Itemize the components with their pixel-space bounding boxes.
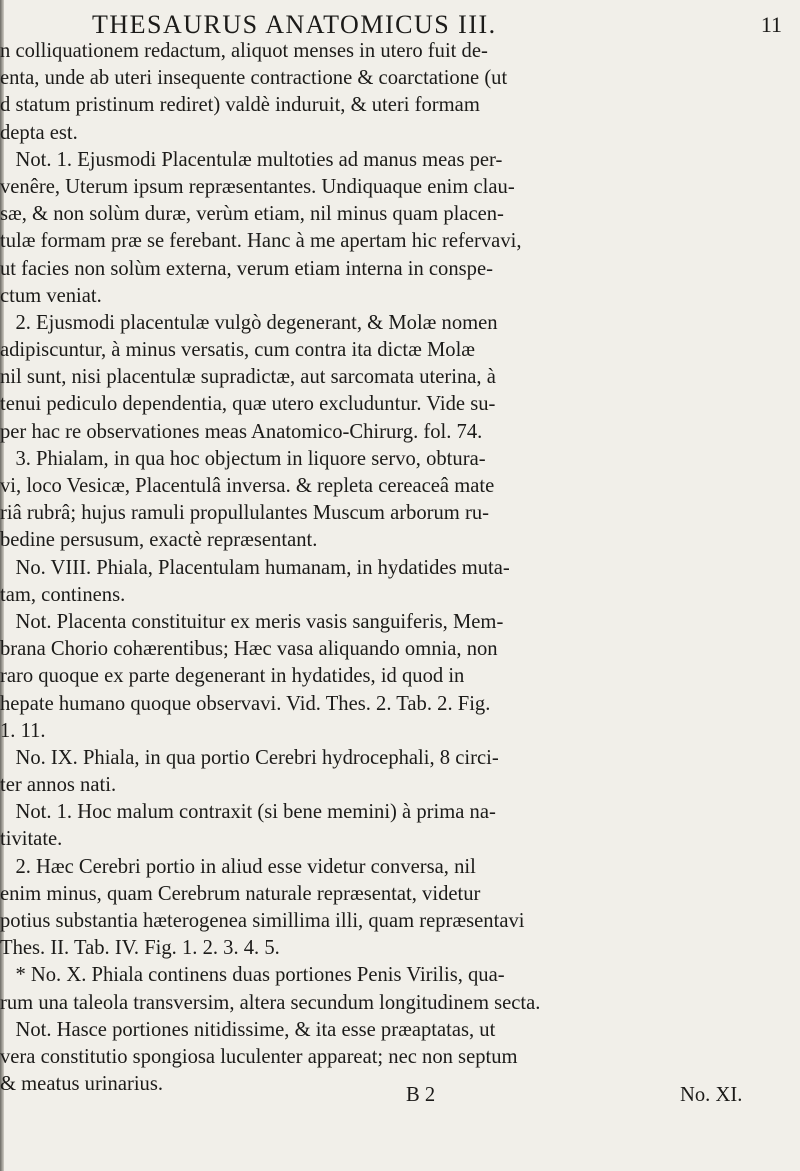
text-line: depta est.	[0, 121, 78, 144]
text-line: d statum pristinum rediret) valdè induruit, & uteri formam	[0, 94, 480, 117]
text-line: No. IX. Phiala, in qua portio Cerebri hydrocephali, 8 circi-	[0, 746, 499, 769]
text-line: potius substantia hæterogenea simillima illi, quam repræsentavi	[0, 910, 525, 932]
text-line: enim minus, quam Cerebrum naturale repræsentat, videtur	[0, 882, 481, 905]
text-line: enta, unde ab uteri insequente contractione & coarctatione (ut	[0, 67, 508, 90]
page-number: 11	[760, 12, 782, 37]
text-line: ut facies non solùm externa, verum etiam interna in conspe-	[0, 257, 493, 280]
text-line: tenui pediculo dependentia, quæ utero excluduntur. Vide su-	[0, 393, 496, 416]
text-line: Not. 1. Ejusmodi Placentulæ multoties ad manus meas per-	[0, 148, 503, 171]
signature-mark: B 2	[406, 1084, 436, 1106]
text-line: tam, continens.	[0, 583, 126, 606]
text-line: vera constitutio spongiosa luculenter appareat; nec non septum	[0, 1045, 518, 1068]
body-text	[0, 38, 796, 1098]
text-line: vi, loco Vesicæ, Placentulâ inversa. & repleta cereaceâ mate	[0, 475, 495, 497]
text-line: Not. 1. Hoc malum contraxit (si bene memini) à prima na-	[0, 801, 496, 824]
text-line: tivitate.	[0, 828, 63, 851]
text-line: per hac re observationes meas Anatomico-Chirurg. fol. 74.	[0, 420, 483, 443]
text-line: bedine persusum, exactè repræsentant.	[0, 529, 318, 552]
text-line: & meatus urinarius.	[0, 1073, 164, 1096]
text-line: riâ rubrâ; hujus ramuli propullulantes Muscum arborum ru-	[0, 502, 489, 525]
text-line: ctum veniat.	[0, 284, 102, 307]
text-line: adipiscuntur, à minus versatis, cum contra ita dictæ Molæ	[0, 339, 476, 362]
text-line: ter annos nati.	[0, 774, 117, 797]
text-line: No. VIII. Phiala, Placentulam humanam, in hydatides muta-	[0, 556, 510, 579]
text-line: 1. 11.	[0, 719, 46, 742]
text-line: tulæ formam præ se ferebant. Hanc à me apertam hic refervavi,	[0, 230, 522, 253]
text-line: Thes. II. Tab. IV. Fig. 1. 2. 3. 4. 5.	[0, 937, 280, 960]
text-line: 2. Hæc Cerebri portio in aliud esse videtur conversa, nil	[0, 855, 476, 878]
catchword: No. XI.	[680, 1084, 743, 1106]
text-line: sæ, & non solùm duræ, verùm etiam, nil minus quam placen-	[0, 203, 504, 226]
text-line: nil sunt, nisi placentulæ supradictæ, aut sarcomata uterina, à	[0, 366, 496, 389]
text-line: 2. Ejusmodi placentulæ vulgò degenerant, & Molæ nomen	[0, 311, 498, 334]
text-line: 3. Phialam, in qua hoc objectum in liquore servo, obtura-	[0, 447, 486, 470]
text-line: rum una taleola transversim, altera secundum longitudinem secta.	[0, 991, 541, 1014]
text-line: * No. X. Phiala continens duas portiones Penis Virilis, qua-	[0, 964, 505, 987]
text-line: Not. Placenta constituitur ex meris vasis sanguiferis, Mem-	[0, 610, 504, 633]
text-line: n colliquationem redactum, aliquot menses in utero fuit de-	[0, 40, 488, 62]
running-title: THESAURUS ANATOMICUS III.	[92, 10, 497, 39]
text-line: brana Chorio cohærentibus; Hæc vasa aliquando omnia, non	[0, 638, 498, 661]
page-footer	[0, 1084, 800, 1114]
text-line: raro quoque ex parte degenerant in hydatides, id quod in	[0, 665, 465, 688]
text-line: Not. Hasce portiones nitidissime, & ita esse præaptatas, ut	[0, 1018, 496, 1041]
text-line: venêre, Uterum ipsum repræsentantes. Undiquaque enim clau-	[0, 175, 515, 198]
text-line: hepate humano quoque observavi. Vid. Thes. 2. Tab. 2. Fig.	[0, 692, 491, 715]
